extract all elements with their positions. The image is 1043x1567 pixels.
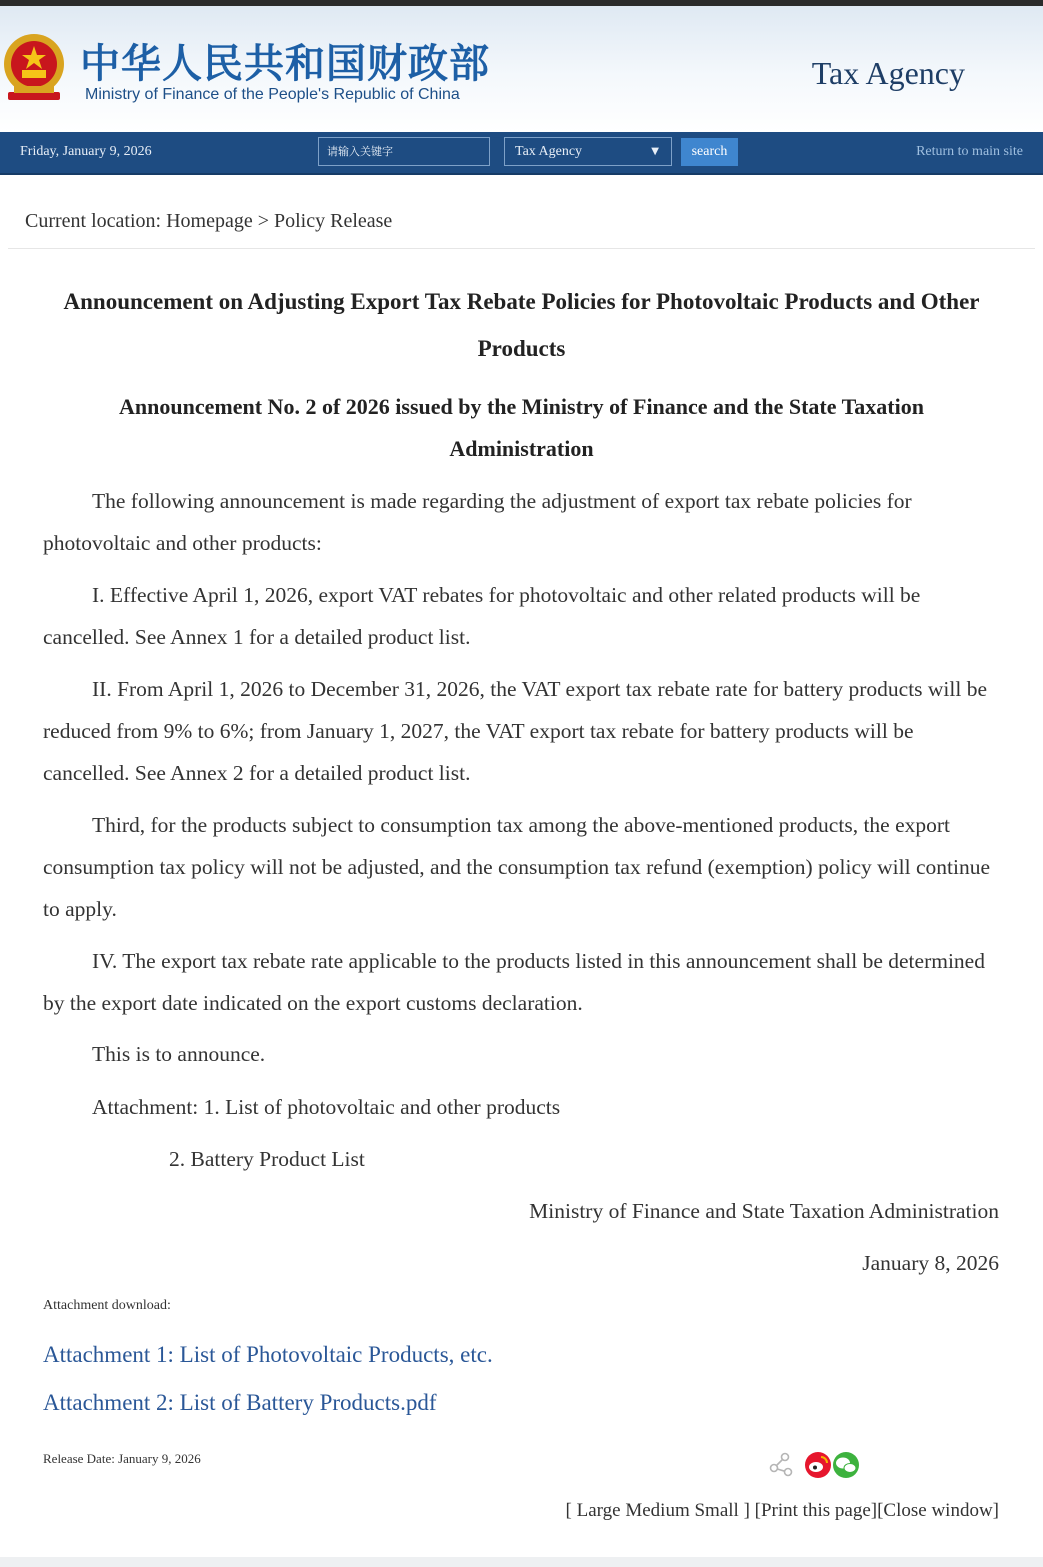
- font-size-large-button[interactable]: Large: [576, 1500, 621, 1521]
- article-subtitle: Announcement No. 2 of 2026 issued by the Ministry of Finance and the State Taxation Administration: [119, 394, 924, 461]
- signatory: Ministry of Finance and State Taxation Administration: [529, 1199, 999, 1223]
- site-title-en: Ministry of Finance of the People's Republic of China: [85, 86, 460, 103]
- article-paragraph-2: II. From April 1, 2026 to December 31, 2026, the VAT export tax rebate rate for battery products will be reduced from 9% to 6%; from January 1, 2027, the VAT export tax rebate for battery products will be cancelled. See Annex 2 for a detailed product list.: [43, 677, 988, 785]
- share-bar: [768, 1448, 864, 1480]
- article-paragraph-3: Third, for the products subject to consumption tax among the above-mentioned products, the export consumption tax policy will not be adjusted, and the consumption tax refund (exemption) policy will continue to apply.: [43, 813, 991, 921]
- attachment-item-1: Attachment: 1. List of photovoltaic and other products: [92, 1095, 561, 1119]
- footer-rule: [0, 1557, 1043, 1567]
- attachment-download-label: Attachment download:: [43, 1298, 171, 1313]
- site-header: [0, 6, 1043, 132]
- sign-date: January 8, 2026: [862, 1251, 999, 1275]
- font-size-bracket-open: [: [565, 1500, 577, 1521]
- attachment-item-2: 2. Battery Product List: [169, 1147, 365, 1171]
- attachment-1-link[interactable]: Attachment 1: List of Photovoltaic Products, etc.: [43, 1342, 493, 1367]
- breadcrumb: Current location: Homepage > Policy Release: [25, 210, 393, 232]
- article-paragraph-1: I. Effective April 1, 2026, export VAT rebates for photovoltaic and other related products will be cancelled. See Annex 1 for a detailed product list.: [43, 583, 921, 649]
- wechat-icon[interactable]: [833, 1452, 859, 1478]
- weibo-icon[interactable]: [805, 1452, 831, 1478]
- article-paragraph-4: IV. The export tax rebate rate applicable to the products listed in this announcement shall be determined by the export date indicated on the export customs declaration.: [43, 949, 985, 1015]
- font-size-bracket-close: ]: [738, 1500, 750, 1521]
- nav-bar: [0, 132, 1043, 175]
- attachment-2-link[interactable]: Attachment 2: List of Battery Products.pdf: [43, 1390, 437, 1415]
- site-title-cn: 中华人民共和国财政部: [80, 41, 490, 87]
- article-intro: The following announcement is made regarding the adjustment of export tax rebate policies for photovoltaic and other products:: [43, 489, 912, 555]
- page-tools: [566, 1500, 999, 1522]
- article-closing: This is to announce.: [92, 1042, 266, 1066]
- close-window-button[interactable]: [Close window]: [877, 1500, 999, 1521]
- article-title: Announcement on Adjusting Export Tax Rebate Policies for Photovoltaic Products and Other Products: [63, 289, 980, 361]
- current-date: Friday, January 9, 2026: [20, 144, 152, 159]
- search-button[interactable]: search: [681, 138, 738, 166]
- search-input[interactable]: [318, 137, 490, 166]
- print-page-button[interactable]: [Print this page]: [754, 1500, 878, 1521]
- share-icon[interactable]: [771, 1454, 792, 1476]
- national-emblem-icon: [2, 30, 66, 106]
- breadcrumb-bar: [8, 196, 1035, 249]
- font-size-small-button[interactable]: Small: [694, 1500, 739, 1521]
- search-scope-value: Tax Agency: [515, 144, 583, 159]
- return-main-site-link[interactable]: Return to main site: [916, 144, 1023, 159]
- font-size-medium-button[interactable]: Medium: [625, 1500, 690, 1521]
- chevron-down-icon: ▼: [651, 146, 659, 157]
- search-scope-select[interactable]: [504, 137, 672, 166]
- section-title: Tax Agency: [811, 55, 965, 91]
- release-date: Release Date: January 9, 2026: [43, 1451, 201, 1466]
